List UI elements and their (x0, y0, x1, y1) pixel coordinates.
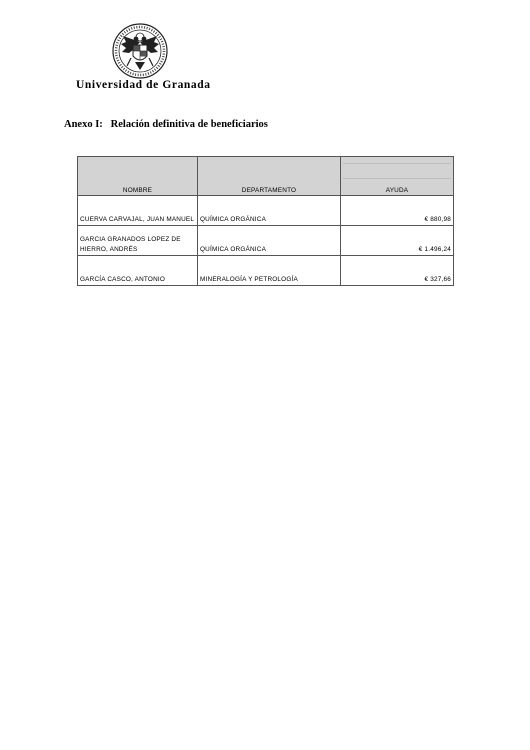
column-header-departamento: DEPARTAMENTO (198, 157, 341, 196)
beneficiaries-table (77, 156, 454, 286)
column-header-ayuda (341, 157, 454, 196)
table-row (78, 226, 454, 256)
cell-amount: € 1.496,24 (341, 226, 454, 256)
column-header-ayuda-label: AYUDA (385, 187, 409, 194)
institution-name: Universidad de Granada (76, 79, 211, 91)
cell-department: QUÍMICA ORGÁNICA (198, 196, 341, 226)
cell-department: MINERALOGÍA Y PETROLOGÍA (198, 256, 341, 286)
cell-amount: € 327,66 (341, 256, 454, 286)
cell-name: GARCÍA CASCO, ANTONIO (78, 256, 198, 286)
cell-name: GARCIA GRANADOS LOPEZ DE HIERRO, ANDRÉS (78, 226, 198, 256)
table-header-row (78, 157, 454, 196)
table-row (78, 256, 454, 286)
annex-title: Anexo I: Relación definitiva de beneficiarios (64, 119, 268, 130)
cell-amount: € 880,98 (341, 196, 454, 226)
university-seal-icon (111, 22, 169, 80)
column-header-nombre: NOMBRE (78, 157, 198, 196)
cell-name: CUERVA CARVAJAL, JUAN MANUEL (78, 196, 198, 226)
cell-department: QUÍMICA ORGÁNICA (198, 226, 341, 256)
table-row (78, 196, 454, 226)
